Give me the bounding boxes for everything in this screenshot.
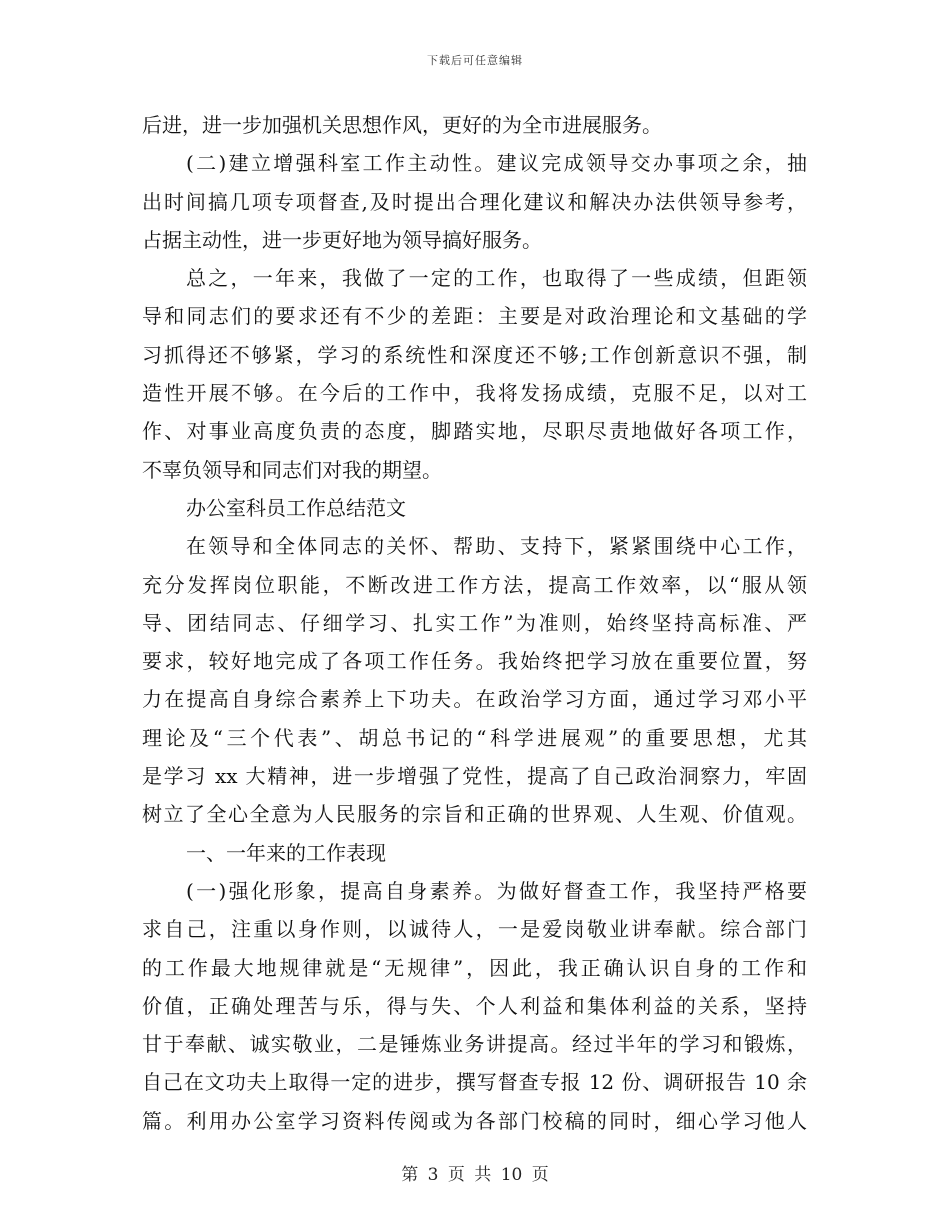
body-line-21: (一)强化形象，提高自身素养。为做好督查工作，我坚持严格要	[186, 878, 807, 903]
body-line-23: 的工作最大地规律就是“无规律”，因此，我正确认识自身的工作和	[142, 955, 807, 980]
body-line-7: 习抓得还不够紧，学习的系统性和深度还不够;工作创新意识不强，制	[142, 342, 807, 367]
body-line-14: 导、团结同志、仔细学习、扎实工作”为准则，始终坚持高标准、严	[142, 610, 807, 635]
body-line-17: 理论及“三个代表”、胡总书记的“科学进展观”的重要思想，尤其	[142, 725, 807, 750]
body-line-26: 自己在文功夫上取得一定的进步，撰写督查专报 12 份、调研报告 10 余	[142, 1070, 807, 1095]
body-line-19: 树立了全心全意为人民服务的宗旨和正确的世界观、人生观、价值观。	[142, 802, 807, 827]
body-line-18: 是学习 xx 大精神，进一步增强了党性，提高了自己政治洞察力，牢固	[142, 764, 807, 789]
page-header: 下载后可任意编辑	[427, 54, 523, 67]
page-number: 第 3 页 共 10 页	[401, 1165, 549, 1185]
body-line-1: 后进，进一步加强机关思想作风，更好的为全市进展服务。	[142, 113, 662, 137]
body-line-15: 要求，较好地完成了各项工作任务。我始终把学习放在重要位置，努	[142, 649, 807, 674]
body-line-27: 篇。利用办公室学习资料传阅或为各部门校稿的同时，细心学习他人	[142, 1108, 807, 1133]
body-line-3: 出时间搞几项专项督查,及时提出合理化建议和解决办法供领导参考，	[142, 189, 807, 214]
body-line-8: 造性开展不够。在今后的工作中，我将发扬成绩，克服不足，以对工	[142, 381, 807, 406]
body-line-5: 总之，一年来，我做了一定的工作，也取得了一些成绩，但距领	[186, 266, 807, 291]
body-line-4: 占据主动性，进一步更好地为领导搞好服务。	[142, 227, 542, 252]
document-body	[142, 106, 807, 1140]
body-line-16: 力在提高自身综合素养上下功夫。在政治学习方面，通过学习邓小平	[142, 687, 807, 712]
body-line-9: 作、对事业高度负责的态度，脚踏实地，尽职尽责地做好各项工作，	[142, 419, 807, 444]
body-line-25: 甘于奉献、诚实敬业，二是锤炼业务讲提高。经过半年的学习和锻炼，	[142, 1032, 807, 1057]
body-line-24: 价值，正确处理苦与乐，得与失、个人利益和集体利益的关系，坚持	[142, 993, 807, 1018]
body-line-12: 在领导和全体同志的关怀、帮助、支持下，紧紧围绕中心工作，	[186, 534, 807, 559]
body-line-22: 求自己，注重以身作则，以诚待人，一是爱岗敬业讲奉献。综合部门	[142, 917, 807, 942]
body-line-10: 不辜负领导和同志们对我的期望。	[142, 457, 442, 482]
subsection-heading: 一、一年来的工作表现	[186, 840, 386, 865]
body-line-6: 导和同志们的要求还有不少的差距：主要是对政治理论和文基础的学	[142, 304, 807, 329]
body-line-13: 充分发挥岗位职能，不断改进工作方法，提高工作效率，以“服从领	[142, 572, 807, 597]
section-title: 办公室科员工作总结范文	[186, 495, 406, 520]
body-line-2: (二)建立增强科室工作主动性。建议完成领导交办事项之余，抽	[186, 151, 807, 176]
